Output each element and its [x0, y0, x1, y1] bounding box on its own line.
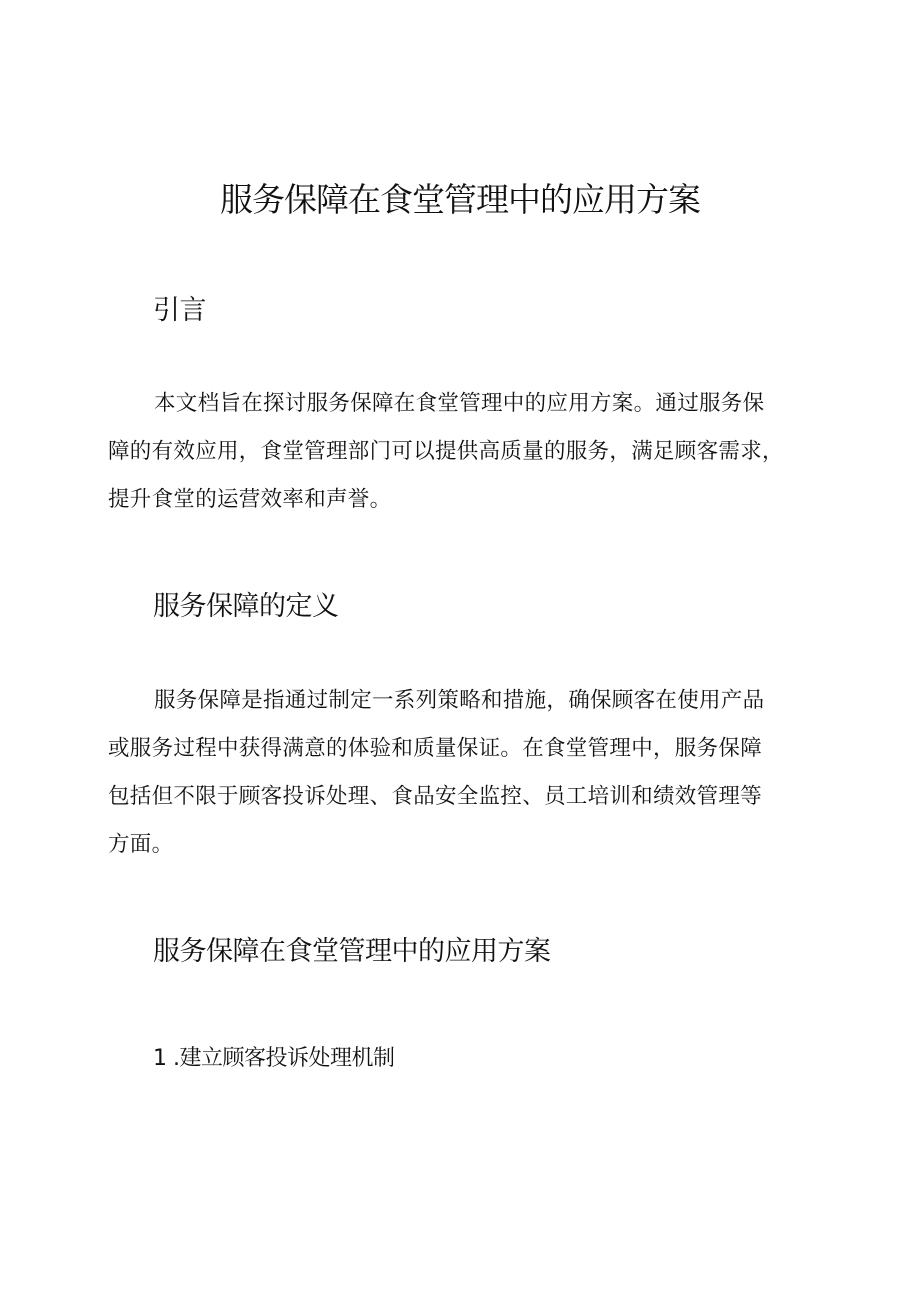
paragraph-line: 服务保障是指通过制定一系列策略和措施，确保顾客在使用产品 — [154, 688, 765, 713]
paragraph-line: 本文档旨在探讨服务保障在食堂管理中的应用方案。通过服务保 — [154, 391, 765, 416]
section-heading-intro: 引言 — [153, 295, 206, 326]
paragraph-line: 方面。 — [108, 832, 174, 857]
paragraph-line: 障的有效应用，食堂管理部门可以提供高质量的服务，满足顾客需求， — [108, 439, 784, 464]
paragraph-line: 或服务过程中获得满意的体验和质量保证。在食堂管理中，服务保障 — [108, 736, 763, 761]
subsection-heading-complaint-mechanism: 1 .建立顾客投诉处理机制 — [153, 1046, 395, 1071]
section-heading-definition: 服务保障的定义 — [153, 591, 339, 622]
paragraph-line: 包括但不限于顾客投诉处理、食品安全监控、员工培训和绩效管理等 — [108, 784, 763, 809]
intro-paragraph — [108, 380, 808, 524]
document-title: 服务保障在食堂管理中的应用方案 — [220, 180, 700, 219]
section-heading-application: 服务保障在食堂管理中的应用方案 — [153, 936, 551, 967]
paragraph-line: 提升食堂的运营效率和声誉。 — [108, 487, 392, 512]
definition-paragraph — [108, 677, 808, 869]
